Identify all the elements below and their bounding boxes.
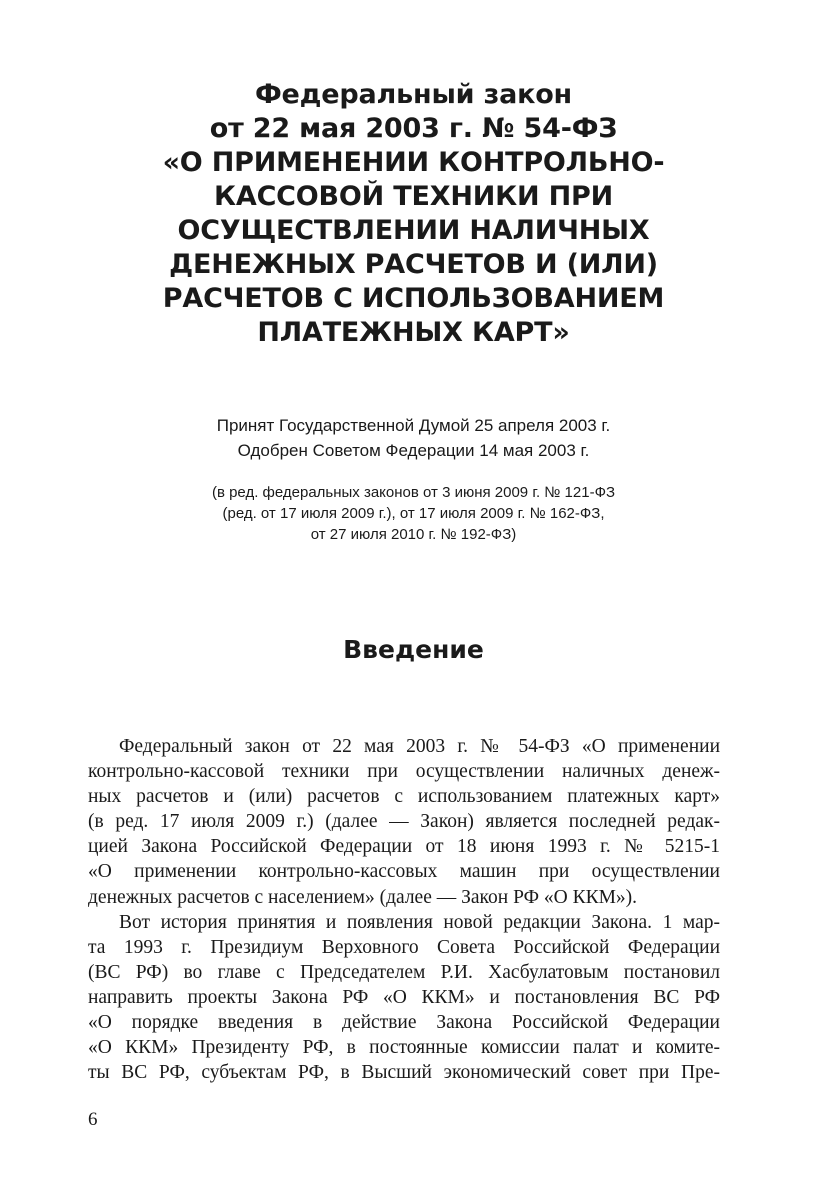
- amendment-line: (ред. от 17 июля 2009 г.), от 17 июля 2009 г. № 162-ФЗ,: [222, 505, 605, 522]
- text-line: цией Закона Российской Федерации от 18 июня 1993 г. № 5215-1: [88, 836, 720, 858]
- section-heading: Введение: [343, 635, 484, 664]
- amendments-note: [60, 482, 767, 545]
- page-number: 6: [88, 1109, 98, 1130]
- paragraph: [88, 734, 720, 910]
- text-line: Вот история принятия и появления новой редакции Закона. 1 мар-: [119, 911, 720, 933]
- law-title: [60, 78, 767, 350]
- text-line: денежных расчетов с населением» (далее — Закон РФ «О ККМ»).: [88, 886, 638, 908]
- text-line: контрольно-кассовой техники при осуществлении наличных денеж-: [88, 761, 720, 783]
- text-line: Федеральный закон от 22 мая 2003 г. № 54-ФЗ «О применении: [119, 736, 720, 757]
- title-line: от 22 мая 2003 г. № 54-ФЗ: [209, 113, 618, 144]
- title-line: ДЕНЕЖНЫХ РАСЧЕТОВ И (ИЛИ): [169, 249, 658, 280]
- title-line: РАСЧЕТОВ С ИСПОЛЬЗОВАНИЕМ: [162, 283, 665, 314]
- title-line: ПЛАТЕЖНЫХ КАРТ»: [257, 317, 570, 348]
- amendment-line: (в ред. федеральных законов от 3 июня 2009 г. № 121-ФЗ: [211, 484, 616, 501]
- paragraph: [88, 910, 720, 1086]
- adoption-line: Одобрен Советом Федерации 14 мая 2003 г.: [237, 441, 590, 460]
- amendment-line: от 27 июля 2010 г. № 192-ФЗ): [310, 526, 517, 543]
- title-line: Федеральный закон: [254, 79, 573, 110]
- text-line: ных расчетов и (или) расчетов с использованием платежных карт»: [88, 786, 720, 808]
- adoption-line: Принят Государственной Думой 25 апреля 2003 г.: [216, 416, 611, 435]
- body-text: [88, 734, 720, 1085]
- text-line: «О порядке введения в действие Закона Российской Федерации: [88, 1012, 720, 1034]
- title-line: КАССОВОЙ ТЕХНИКИ ПРИ: [214, 181, 613, 212]
- text-line: та 1993 г. Президиум Верховного Совета Российской Федерации: [88, 936, 720, 958]
- text-line: «О применении контрольно-кассовых машин при осуществлении: [88, 861, 720, 883]
- title-line: ОСУЩЕСТВЛЕНИИ НАЛИЧНЫХ: [177, 215, 650, 246]
- text-line: (в ред. 17 июля 2009 г.) (далее — Закон) является последней редак-: [88, 811, 720, 833]
- text-line: направить проекты Закона РФ «О ККМ» и постановления ВС РФ: [88, 986, 720, 1008]
- adoption-info: [60, 413, 767, 463]
- text-line: «О ККМ» Президенту РФ, в постоянные комиссии палат и комите-: [88, 1037, 720, 1059]
- title-line: «О ПРИМЕНЕНИИ КОНТРОЛЬНО-: [162, 147, 665, 178]
- text-line: ты ВС РФ, субъектам РФ, в Высший экономический совет при Пре-: [88, 1062, 720, 1084]
- text-line: (ВС РФ) во главе с Председателем Р.И. Хасбулатовым постановил: [88, 961, 720, 983]
